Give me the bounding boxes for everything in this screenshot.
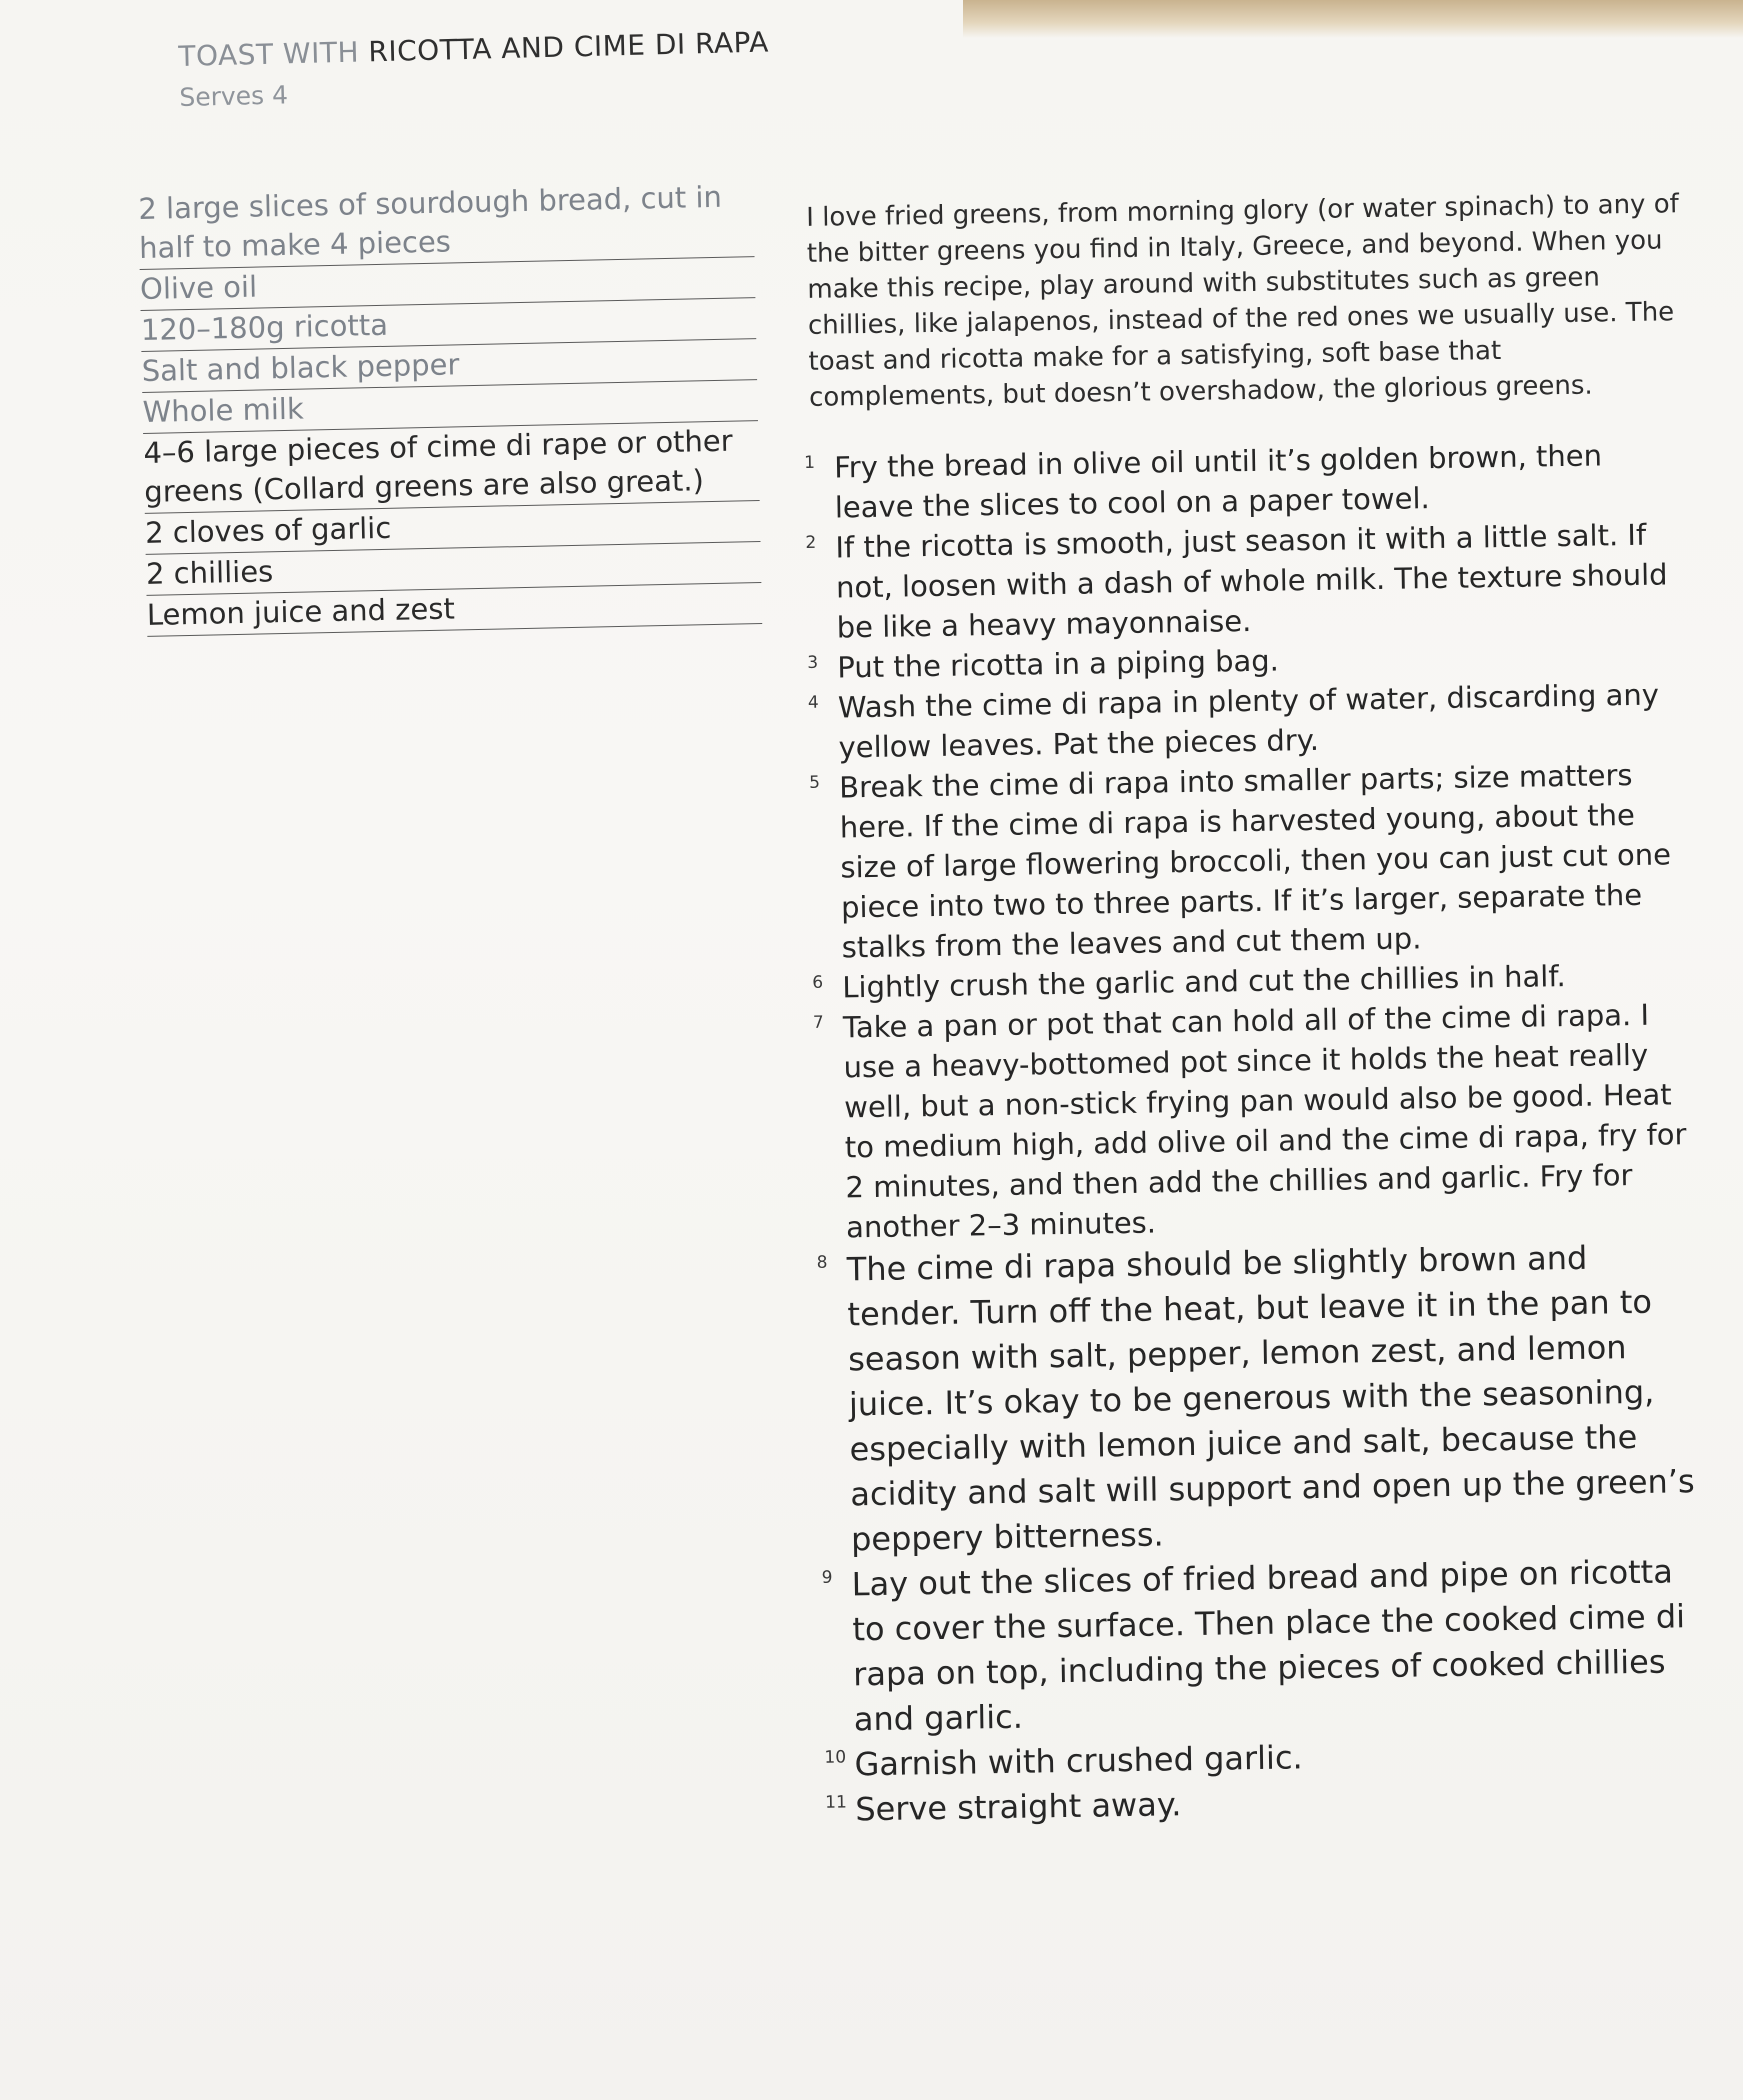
method-step <box>808 674 1689 768</box>
step-text: Lay out the slices of fried bread and pipe on ricotta to cover the surface. Then place the cooked cime di rapa on top, including the pieces of cooked chillies and garlic. <box>851 1552 1686 1739</box>
intro-paragraph: I love fried greens, from morning glory (or water spinach) to any of the bitter greens you find in Italy, Greece, and beyond. When you make this recipe, play around with substitutes such as green chillies, like jalapenos, instead of the red ones we usually use. The toast and ricotta make for a satisfying, soft base that complements, but doesn’t overshadow, the glorious greens. <box>806 189 1679 413</box>
step-text: Fry the bread in olive oil until it’s golden brown, then leave the slices to cool on a paper towel. <box>833 438 1603 525</box>
step-text: Lightly crush the garlic and cut the chillies in half. <box>842 959 1566 1005</box>
ingredient-list <box>138 177 762 637</box>
step-text: Put the ricotta in a piping bag. <box>837 643 1280 685</box>
step-number: 10 <box>824 1747 847 1768</box>
step-number: 4 <box>807 692 819 713</box>
recipe-title <box>178 26 769 73</box>
recipe-title-lead: TOAST WITH <box>178 35 360 73</box>
ingredient-item: 120–180g ricotta <box>141 298 757 352</box>
step-number: 8 <box>816 1252 828 1273</box>
step-text: If the ricotta is smooth, just season it with a little salt. If not, loosen with a dash of whole milk. The texture should be like a heavy mayonnaise. <box>835 517 1668 645</box>
recipe-header <box>178 26 770 112</box>
step-text: The cime di rapa should be slightly brown and tender. Turn off the heat, but leave it in the pan to season with salt, pepper, lemon zest, and lemon juice. It’s okay to be generous with the seasoning, especially with lemon juice and salt, because the acidity and salt will support and open up the green’s peppery bitterness. <box>846 1238 1695 1559</box>
method-step <box>816 1234 1701 1563</box>
method-step <box>821 1549 1704 1743</box>
ingredient-item: 2 large slices of sourdough bread, cut in half to make 4 pieces <box>138 177 755 270</box>
method-step <box>804 434 1685 528</box>
ingredient-item: Salt and black pepper <box>141 339 757 393</box>
method-column <box>800 186 1706 1833</box>
step-text: Take a pan or pot that can hold all of the cime di rapa. I use a heavy-bottomed pot since it holds the heat really well, but a non-stick frying pan would also be good. Heat to medium high, add olive oil and the cime di rapa, fry for 2 minutes, and then add the chillies and garlic. Fry for another 2–3 minutes. <box>842 997 1687 1245</box>
step-number: 5 <box>809 772 821 793</box>
ingredient-item: 2 chillies <box>146 542 762 596</box>
ingredient-item: Lemon juice and zest <box>147 583 763 637</box>
serves-count: Serves 4 <box>179 80 289 112</box>
step-number: 6 <box>812 972 824 993</box>
ingredient-item: Whole milk <box>142 380 758 434</box>
step-text: Garnish with crushed garlic. <box>854 1738 1303 1784</box>
step-text: Wash the cime di rapa in plenty of water, discarding any yellow leaves. Pat the pieces dry. <box>837 677 1660 765</box>
ingredient-item: Olive oil <box>140 257 756 311</box>
step-number: 1 <box>803 452 816 473</box>
step-number: 7 <box>812 1012 824 1033</box>
step-number: 9 <box>821 1567 833 1588</box>
ingredient-item: 4–6 large pieces of cime di rape or other greens (Collard greens are also great.) <box>143 421 760 514</box>
method-step <box>805 514 1687 648</box>
step-number: 3 <box>807 652 819 673</box>
recipe-title-rest: RICOTTA AND CIME DI RAPA <box>358 25 770 69</box>
table-edge <box>963 0 1743 38</box>
method-step <box>813 994 1697 1248</box>
step-text: Break the cime di rapa into smaller parts; size matters here. If the cime di rapa is harvested young, about the size of large flowering broccoli, then you can just cut one piece into two to three parts. If it’s larger, separate the stalks from the leaves and cut them up. <box>838 757 1672 965</box>
ingredient-item: 2 cloves of garlic <box>145 501 761 555</box>
step-number: 2 <box>805 532 817 553</box>
method-step <box>809 754 1692 968</box>
step-number: 11 <box>825 1792 847 1813</box>
method-steps <box>804 434 1706 1833</box>
step-text: Serve straight away. <box>854 1785 1182 1829</box>
